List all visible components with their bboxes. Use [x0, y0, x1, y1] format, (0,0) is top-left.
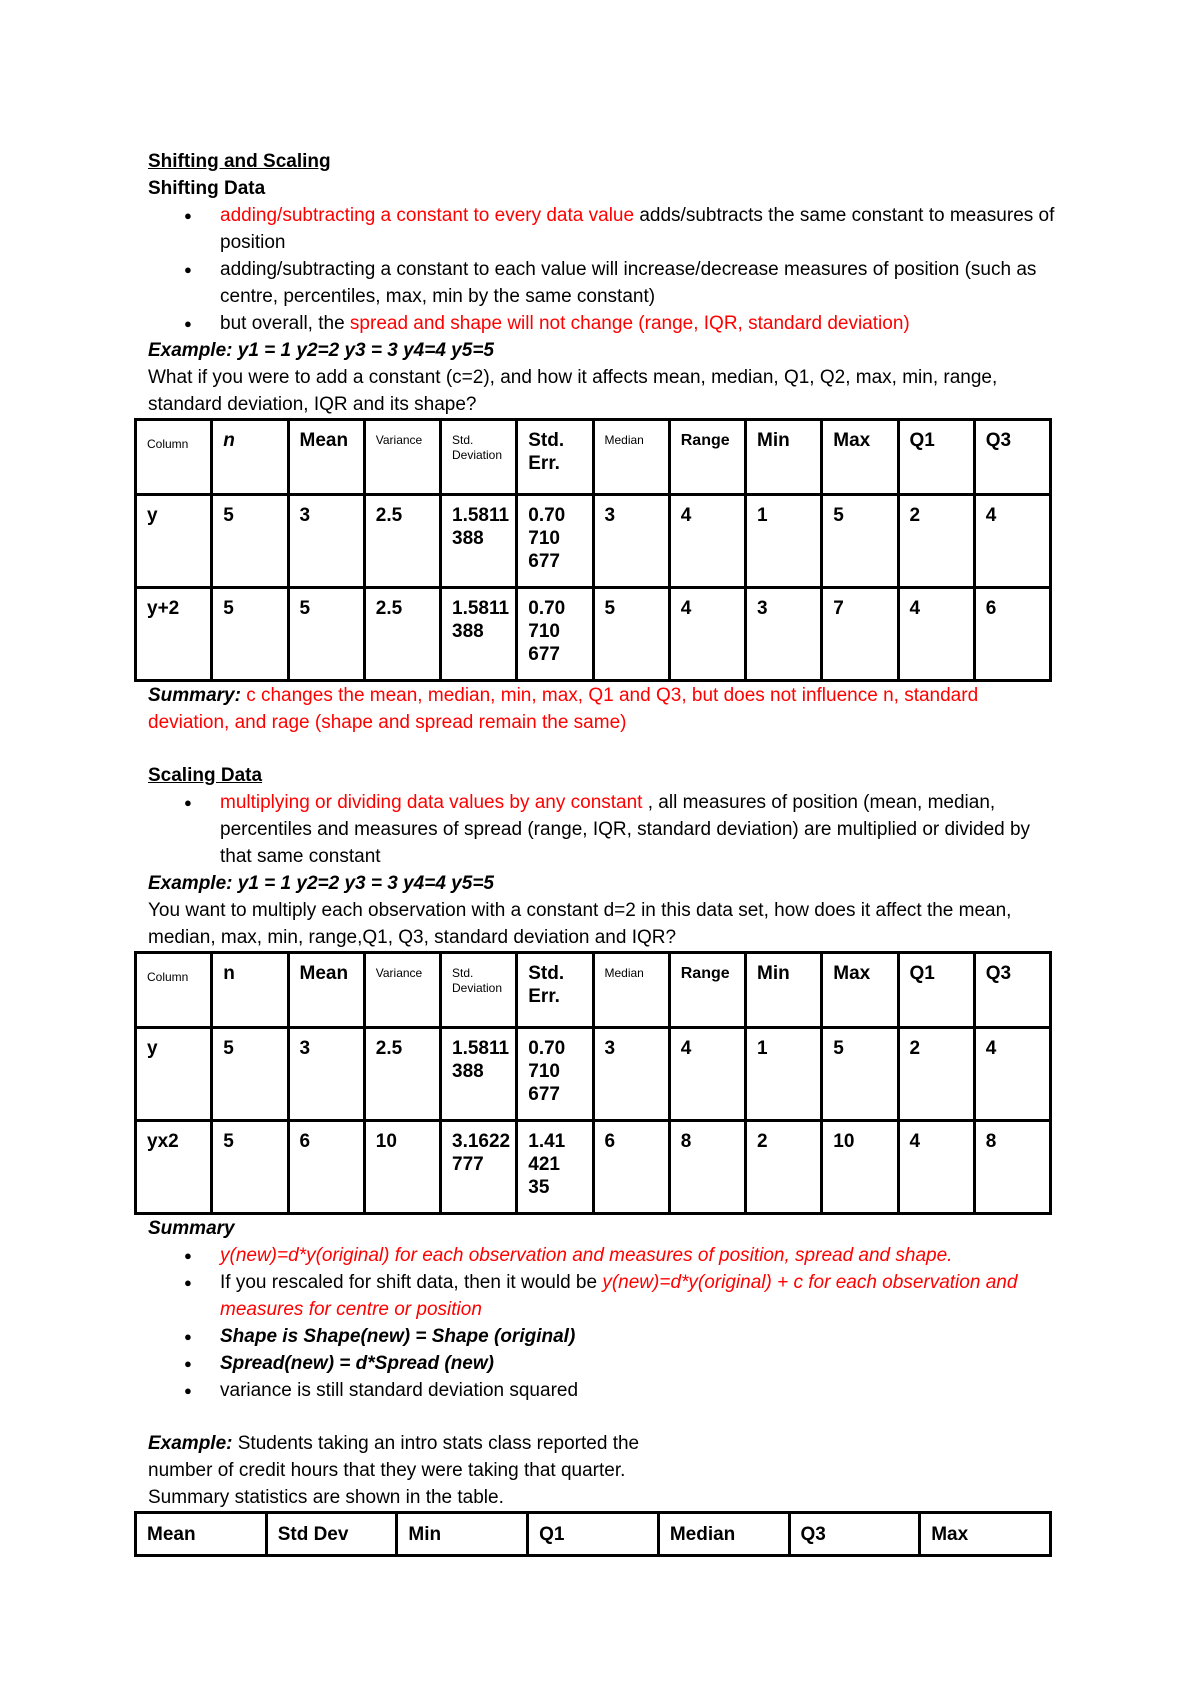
table-cell: 4	[669, 495, 745, 588]
table-header-cell: Std. Deviation	[441, 953, 517, 1028]
table-cell: 4	[898, 1121, 974, 1214]
table-cell: 0.70 710 677	[517, 1028, 593, 1121]
table-header-cell: Median	[658, 1513, 789, 1556]
page-title: Shifting and Scaling	[148, 151, 331, 172]
scaling-question: You want to multiply each observation with a constant d=2 in this data set, how does it affect the mean, median, max, min, range,Q1, Q3, standard deviation and IQR?	[148, 900, 1012, 948]
shifting-table	[134, 418, 1052, 682]
table-cell: 3	[593, 1028, 669, 1121]
table-header-cell: Range	[669, 953, 745, 1028]
table-header-cell: Q3	[974, 420, 1050, 495]
list-item: ● y(new)=d*y(original) for each observation and measures of position, spread and shape.	[148, 1242, 1060, 1269]
table-row	[136, 1028, 1051, 1121]
shifting-bullets	[148, 202, 1060, 337]
table-header-cell: Std. Deviation	[441, 420, 517, 495]
table-cell: 3	[288, 495, 364, 588]
table-cell: 2	[898, 495, 974, 588]
table-header-cell: Median	[593, 420, 669, 495]
table-cell: 3	[746, 588, 822, 681]
table-cell: y	[136, 495, 212, 588]
shifting-heading: Shifting Data	[148, 178, 266, 199]
table-cell: 5	[822, 495, 898, 588]
table-cell: 5	[593, 588, 669, 681]
table-cell: 4	[669, 588, 745, 681]
credit-example: Example: Students taking an intro stats class reported the	[148, 1433, 640, 1454]
table-cell: 3	[593, 495, 669, 588]
table-cell: 10	[364, 1121, 440, 1214]
table-cell: 10	[822, 1121, 898, 1214]
table-row	[136, 495, 1051, 588]
table-header-cell: Max	[822, 420, 898, 495]
shifting-question: What if you were to add a constant (c=2), and how it affects mean, median, Q1, Q2, max, min, range, standard deviation, IQR and its shape?	[148, 367, 998, 415]
table-header-cell: Variance	[364, 953, 440, 1028]
table-header-cell: Mean	[288, 420, 364, 495]
scaling-bullets	[148, 789, 1060, 870]
list-item: ● adding/subtracting a constant to every data value adds/subtracts the same constant to measures of position	[148, 202, 1060, 256]
table-header-cell: Mean	[136, 1513, 267, 1556]
table-header-cell: Std. Err.	[517, 420, 593, 495]
table-cell: y+2	[136, 588, 212, 681]
table-header-cell: Range	[669, 420, 745, 495]
scaling-summary-bullets	[148, 1242, 1060, 1404]
table-cell: 5	[288, 588, 364, 681]
list-item: ● variance is still standard deviation squared	[148, 1377, 1060, 1404]
scaling-example: Example: y1 = 1 y2=2 y3 = 3 y4=4 y5=5	[148, 873, 494, 894]
table-cell: 6	[288, 1121, 364, 1214]
table-cell: 5	[212, 588, 288, 681]
table-header-cell: Column	[136, 420, 212, 495]
list-item: ● Spread(new) = d*Spread (new)	[148, 1350, 1060, 1377]
table-cell: 6	[974, 588, 1050, 681]
list-item: ● If you rescaled for shift data, then it would be y(new)=d*y(original) + c for each observation and measures for centre or position	[148, 1269, 1060, 1323]
shifting-summary: Summary: c changes the mean, median, min, max, Q1 and Q3, but does not influence n, standard deviation, and rage (shape and spread remain the same)	[148, 685, 979, 733]
table-cell: 3	[288, 1028, 364, 1121]
list-item: ● Shape is Shape(new) = Shape (original)	[148, 1323, 1060, 1350]
table-cell: 4	[974, 1028, 1050, 1121]
table-cell: 0.70 710 677	[517, 588, 593, 681]
table-cell: 1.5811 388	[441, 1028, 517, 1121]
table-header-cell: n	[212, 953, 288, 1028]
table-cell: 2	[746, 1121, 822, 1214]
table-header-row	[136, 953, 1051, 1028]
table-header-cell: Std. Err.	[517, 953, 593, 1028]
table-row	[136, 588, 1051, 681]
table-cell: 2	[898, 1028, 974, 1121]
table-cell: 2.5	[364, 495, 440, 588]
scaling-summary-label: Summary	[148, 1218, 235, 1239]
table-header-row	[136, 420, 1051, 495]
table-header-cell: Min	[746, 953, 822, 1028]
table-cell: 1.5811 388	[441, 495, 517, 588]
table-cell: 1	[746, 495, 822, 588]
document-page	[148, 148, 1060, 1557]
table-cell: 5	[822, 1028, 898, 1121]
table-cell: 1	[746, 1028, 822, 1121]
table-cell: 5	[212, 495, 288, 588]
shifting-example: Example: y1 = 1 y2=2 y3 = 3 y4=4 y5=5	[148, 340, 494, 361]
scaling-heading: Scaling Data	[148, 765, 263, 786]
table-header-row	[136, 1513, 1051, 1556]
table-header-cell: Q1	[528, 1513, 659, 1556]
table-cell: 2.5	[364, 1028, 440, 1121]
table-cell: 0.70 710 677	[517, 495, 593, 588]
table-cell: 4	[898, 588, 974, 681]
table-header-cell: Q3	[974, 953, 1050, 1028]
table-header-cell: Q1	[898, 420, 974, 495]
table-cell: 5	[212, 1028, 288, 1121]
table-cell: 6	[593, 1121, 669, 1214]
list-item: ● adding/subtracting a constant to each value will increase/decrease measures of position (such as centre, percentiles, max, min by the same constant)	[148, 256, 1060, 310]
table-cell: 8	[974, 1121, 1050, 1214]
table-cell: 2.5	[364, 588, 440, 681]
table-cell: 7	[822, 588, 898, 681]
table-header-cell: Variance	[364, 420, 440, 495]
table-header-cell: Q1	[898, 953, 974, 1028]
table-header-cell: Max	[920, 1513, 1051, 1556]
table-cell: 5	[212, 1121, 288, 1214]
table-cell: yx2	[136, 1121, 212, 1214]
table-cell: 1.41 421 35	[517, 1121, 593, 1214]
table-row	[136, 1121, 1051, 1214]
list-item: ● multiplying or dividing data values by any constant , all measures of position (mean, median, percentiles and measures of spread (range, IQR, standard deviation) are multiplied or divided by that same constant	[148, 789, 1060, 870]
scaling-table	[134, 951, 1052, 1215]
table-header-cell: Std Dev	[266, 1513, 397, 1556]
table-header-cell: Min	[746, 420, 822, 495]
credit-summary-table	[134, 1511, 1052, 1557]
table-header-cell: Max	[822, 953, 898, 1028]
table-header-cell: n	[212, 420, 288, 495]
table-cell: 3.1622 777	[441, 1121, 517, 1214]
table-cell: 4	[974, 495, 1050, 588]
credit-text: number of credit hours that they were taking that quarter.	[148, 1460, 626, 1481]
table-cell: 8	[669, 1121, 745, 1214]
list-item: ● but overall, the spread and shape will not change (range, IQR, standard deviation)	[148, 310, 1060, 337]
table-header-cell: Column	[136, 953, 212, 1028]
table-header-cell: Q3	[789, 1513, 920, 1556]
table-header-cell: Min	[397, 1513, 528, 1556]
table-cell: 1.5811 388	[441, 588, 517, 681]
table-cell: y	[136, 1028, 212, 1121]
table-header-cell: Mean	[288, 953, 364, 1028]
credit-text: Summary statistics are shown in the table.	[148, 1487, 504, 1508]
table-header-cell: Median	[593, 953, 669, 1028]
table-cell: 4	[669, 1028, 745, 1121]
